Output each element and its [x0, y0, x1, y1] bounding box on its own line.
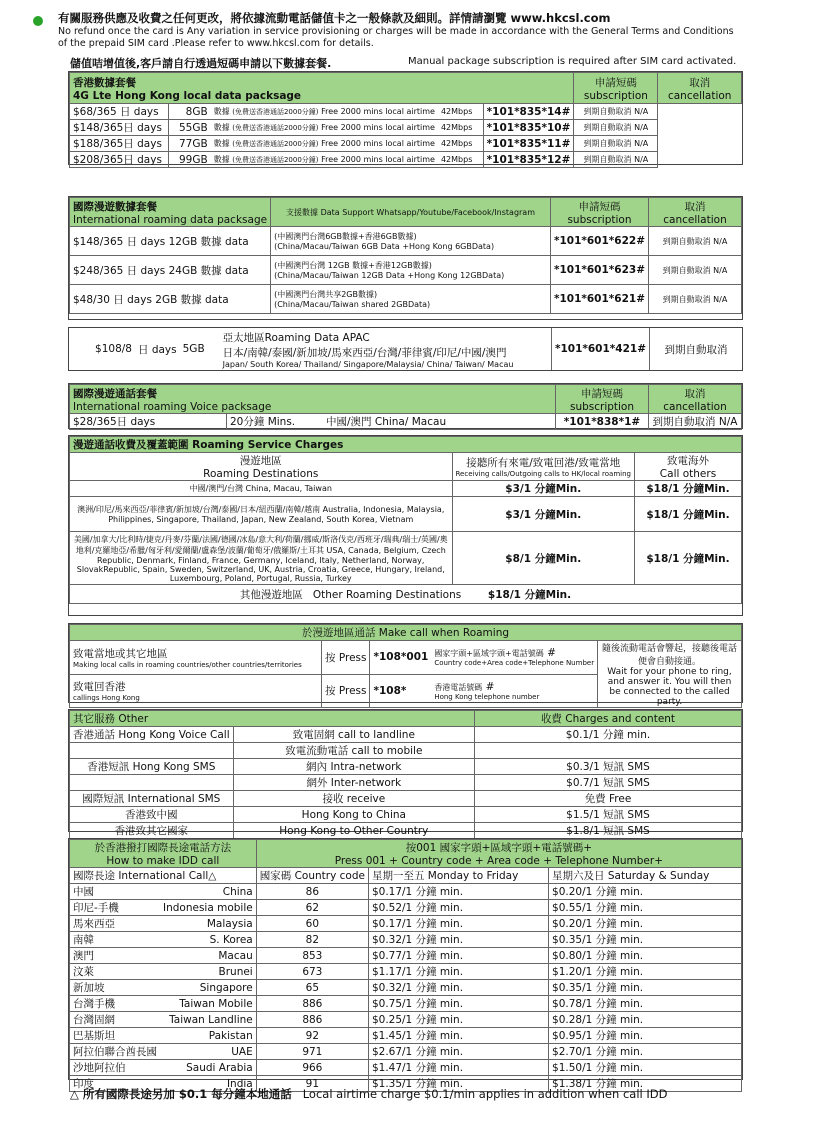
idd-row	[70, 996, 742, 1012]
idd-country-en: China	[160, 884, 256, 900]
other-detail: 接收 receive	[233, 791, 474, 807]
idd-code: 971	[256, 1044, 368, 1060]
notice-zh: 有關服務供應及收費之任何更改，將依據流動電話儲值卡之一般條款及細則。詳情請瀏覽 www.hkcsl.com	[58, 11, 611, 25]
charges-col3: 致電海外 Call others	[635, 453, 742, 481]
idd-country-zh: 南韓	[70, 932, 161, 948]
idd-weekday: $0.52/1 分鐘 min.	[368, 900, 548, 916]
idd-code: 886	[256, 1012, 368, 1028]
idd-country-en: India	[160, 1076, 256, 1092]
idd-country-zh: 印尼-手機	[70, 900, 161, 916]
apac-cancel: 到期自動取消	[650, 328, 743, 370]
charges-other: $18/1 分鐘Min.	[635, 481, 742, 497]
charges-col1: 漫遊地區 Roaming Destinations	[70, 453, 453, 481]
other-row	[70, 759, 742, 775]
other-charge: $1.5/1 短訊 SMS	[475, 807, 742, 823]
idd-country-en: Brunei	[160, 964, 256, 980]
idd-country-zh: 澳門	[70, 948, 161, 964]
charges-recv: $3/1 分鐘Min.	[452, 481, 635, 497]
roam-price: $48/30 日 days 2GB 數據 data	[70, 285, 271, 314]
roam-row	[70, 285, 742, 314]
idd-country-en: Pakistan	[160, 1028, 256, 1044]
makecall-title: 於漫遊地區通話 Make call when Roaming	[70, 625, 742, 641]
roam-data-section	[68, 196, 743, 320]
idd-weekday: $0.17/1 分鐘 min.	[368, 916, 548, 932]
notice-en-2: of the prepaid SIM card .Please refer to www.hkcsl.com for details.	[58, 38, 374, 49]
roam-cancel: 到期自動取消 N/A	[649, 285, 742, 314]
other-service: 香港通話 Hong Kong Voice Call	[70, 727, 234, 743]
idd-code: 966	[256, 1060, 368, 1076]
idd-weekend: $0.80/1 分鐘 min.	[549, 948, 742, 964]
roam-support: 支援數據 Data Support Whatsapp/Youtube/Facebook/Instagram	[271, 198, 551, 227]
local-price: $68/365 日 days	[70, 104, 169, 120]
voice-cancel-header: 取消 cancellation	[649, 385, 742, 414]
roam-title: 國際漫遊數據套餐 International roaming data packsage	[70, 198, 271, 227]
local-cancel-header: 取消 cancellation	[658, 73, 742, 104]
idd-country-zh: 台灣固網	[70, 1012, 161, 1028]
idd-country-en: Taiwan Mobile	[160, 996, 256, 1012]
idd-country-zh: 巴基斯坦	[70, 1028, 161, 1044]
local-desc: 數據 (免費送香港通話2000分鐘) Free 2000 mins local airtime	[211, 152, 438, 168]
idd-weekend: $1.20/1 分鐘 min.	[549, 964, 742, 980]
other-charge: 免費 Free	[475, 791, 742, 807]
local-cancel: 到期自動取消 N/A	[574, 136, 658, 152]
charges-row	[70, 481, 742, 497]
idd-row	[70, 980, 742, 996]
makecall-r1-press: 按 Press	[322, 641, 370, 675]
roam-row	[70, 256, 742, 285]
charges-dest: 中國/澳門/台灣 China, Macau, Taiwan	[70, 481, 453, 497]
idd-code: 86	[256, 884, 368, 900]
apac-code: *101*601*421#	[551, 328, 649, 370]
local-speed: 42Mbps	[438, 152, 483, 168]
local-price: $208/365日 days	[70, 152, 169, 168]
idd-country-zh: 印度	[70, 1076, 161, 1092]
idd-weekday: $2.67/1 分鐘 min.	[368, 1044, 548, 1060]
local-row	[70, 136, 742, 152]
idd-h3: 星期一至五 Monday to Friday	[368, 868, 548, 884]
other-row	[70, 807, 742, 823]
local-data: 77GB	[169, 136, 211, 152]
local-sub-header: 申請短碼 subscription	[574, 73, 658, 104]
idd-press: 按001 國家字頭+區域字頭+電話號碼+ Press 001 + Country code + Area code + Telephone Number+	[256, 840, 741, 868]
local-cancel: 到期自動取消 N/A	[574, 104, 658, 120]
other-detail: 致電流動電話 call to mobile	[233, 743, 474, 759]
idd-country-en: Taiwan Landline	[160, 1012, 256, 1028]
idd-section	[68, 838, 743, 1090]
charges-dest: 澳洲/印尼/馬來西亞/菲律賓/新加坡/台灣/泰國/日本/紐西蘭/南韓/越南 Australia, Indonesia, Malaysia, Philippines, Singapore, Thailand, Japan, New Zealand, South Korea, Vietnam	[70, 497, 453, 532]
idd-weekend: $0.35/1 分鐘 min.	[549, 932, 742, 948]
voice-price: $28/365日 days	[70, 414, 227, 430]
idd-h1: 國際長途 International Call△	[70, 868, 257, 884]
idd-row	[70, 932, 742, 948]
idd-weekday: $0.25/1 分鐘 min.	[368, 1012, 548, 1028]
voice-section	[68, 383, 743, 429]
other-service: 香港致其它國家	[70, 823, 234, 839]
idd-code: 60	[256, 916, 368, 932]
idd-row	[70, 1060, 742, 1076]
other-section	[68, 709, 743, 837]
makecall-r2-press: 按 Press	[322, 674, 370, 708]
charges-row	[70, 532, 742, 585]
other-row	[70, 791, 742, 807]
local-speed: 42Mbps	[438, 104, 483, 120]
roam-cancel: 到期自動取消 N/A	[649, 227, 742, 256]
makecall-r1-code: *108*001	[370, 641, 431, 675]
voice-cancel: 到期自動取消 N/A	[649, 414, 742, 430]
idd-code: 886	[256, 996, 368, 1012]
charges-other: $18/1 分鐘Min.	[635, 532, 742, 585]
idd-code: 62	[256, 900, 368, 916]
idd-weekend: $0.55/1 分鐘 min.	[549, 900, 742, 916]
idd-weekend: $0.95/1 分鐘 min.	[549, 1028, 742, 1044]
idd-row	[70, 1012, 742, 1028]
local-price: $188/365日 days	[70, 136, 169, 152]
makecall-r2-label: 致電回香港 callings Hong Kong	[70, 674, 322, 708]
makecall-note: 隨後流動電話會響起，接聽後電話便會自動接通。 Wait for your phone to ring, and answer it. You will then be connected to the called party.	[598, 641, 742, 708]
idd-title: 於香港撥打國際長途電話方法 How to make IDD call	[70, 840, 257, 868]
idd-country-zh: 阿拉伯聯合酋長國	[70, 1044, 161, 1060]
idd-country-en: S. Korea	[160, 932, 256, 948]
idd-row	[70, 1044, 742, 1060]
voice-mins: 20分鐘 Mins.	[227, 414, 324, 430]
charges-section	[68, 435, 743, 616]
apac-gb: 5GB	[182, 343, 205, 355]
roam-desc: (中國澳門台灣 12GB 數據+香港12GB數據) (China/Macau/Taiwan 12GB Data +Hong Kong 12GBData)	[271, 256, 551, 285]
idd-row	[70, 1028, 742, 1044]
apac-desc: 亞太地區Roaming Data APAC 日本/南韓/泰國/新加坡/馬來西亞/台灣/菲律賓/印尼/中國/澳門 Japan/ South Korea/ Thailand/ Singapore/Malaysia/ China/ Taiwan/ Macau	[222, 331, 514, 369]
local-code: *101*835*14#	[483, 104, 574, 120]
idd-country-en: Indonesia mobile	[160, 900, 256, 916]
local-desc: 數據 (免費送香港通話2000分鐘) Free 2000 mins local airtime	[211, 136, 438, 152]
apac-section	[68, 327, 743, 371]
bullet-icon	[33, 16, 43, 26]
roam-price: $148/365 日 days 12GB 數據 data	[70, 227, 271, 256]
intro-en: Manual package subscription is required after SIM card activated.	[408, 56, 737, 67]
makecall-r1-label: 致電當地或其它地區 Making local calls in roaming countries/other countries/territories	[70, 641, 322, 675]
other-service	[70, 775, 234, 791]
makecall-r2-format: 香港電話號碼 # Hong Kong telephone number	[431, 674, 597, 708]
roam-cancel: 到期自動取消 N/A	[649, 256, 742, 285]
charges-title: 漫遊通話收費及覆蓋範圍 Roaming Service Charges	[70, 437, 742, 453]
local-desc: 數據 (免費送香港通話2000分鐘) Free 2000 mins local airtime	[211, 120, 438, 136]
idd-weekend: $0.28/1 分鐘 min.	[549, 1012, 742, 1028]
charges-recv: $3/1 分鐘Min.	[452, 497, 635, 532]
roam-row	[70, 227, 742, 256]
other-row	[70, 823, 742, 839]
other-charge-title: 收費 Charges and content	[475, 711, 742, 727]
other-row	[70, 727, 742, 743]
idd-weekday: $0.77/1 分鐘 min.	[368, 948, 548, 964]
idd-row	[70, 900, 742, 916]
notice-en-1: No refund once the card is Any variation in service provisioning or charges will be made in accordance with the General Terms and Conditions	[58, 26, 734, 37]
idd-country-zh: 馬來西亞	[70, 916, 161, 932]
idd-weekday: $0.32/1 分鐘 min.	[368, 980, 548, 996]
other-charge: $1.8/1 短訊 SMS	[475, 823, 742, 839]
local-title: 香港數據套餐 4G Lte Hong Kong local data packsage	[70, 73, 574, 104]
idd-weekday: $0.75/1 分鐘 min.	[368, 996, 548, 1012]
idd-h4: 星期六及日 Saturday & Sunday	[549, 868, 742, 884]
other-service	[70, 743, 234, 759]
other-charge	[475, 743, 742, 759]
makecall-r1-format: 國家字頭+區域字頭+電話號碼 # Country code+Area code+Telephone Number	[431, 641, 597, 675]
idd-code: 91	[256, 1076, 368, 1092]
apac-row	[69, 328, 742, 370]
roam-code: *101*601*623#	[550, 256, 648, 285]
local-code: *101*835*12#	[483, 152, 574, 168]
idd-row	[70, 948, 742, 964]
idd-country-en: UAE	[160, 1044, 256, 1060]
local-row	[70, 104, 742, 120]
other-title: 其它服務 Other	[70, 711, 475, 727]
local-data-section	[68, 71, 743, 165]
idd-country-zh: 沙地阿拉伯	[70, 1060, 161, 1076]
idd-weekday: $1.45/1 分鐘 min.	[368, 1028, 548, 1044]
idd-weekday: $1.47/1 分鐘 min.	[368, 1060, 548, 1076]
charges-col2: 接聽所有來電/致電回港/致電當地 Receiving calls/Outgoing calls to HK/local roaming	[452, 453, 635, 481]
local-speed: 42Mbps	[438, 120, 483, 136]
idd-weekend: $1.50/1 分鐘 min.	[549, 1060, 742, 1076]
roam-desc: (中國澳門台灣共享2GB數據) (China/Macau/Taiwan shared 2GBData)	[271, 285, 551, 314]
footer: △ 所有國際長途另加 $0.1 每分鐘本地通話 Local airtime charge $0.1/min applies in addition when call IDD	[70, 1087, 668, 1101]
local-cancel: 到期自動取消 N/A	[574, 120, 658, 136]
idd-weekend: $2.70/1 分鐘 min.	[549, 1044, 742, 1060]
idd-code: 92	[256, 1028, 368, 1044]
local-data: 8GB	[169, 104, 211, 120]
idd-country-zh: 台灣手機	[70, 996, 161, 1012]
idd-weekend: $0.78/1 分鐘 min.	[549, 996, 742, 1012]
other-row	[70, 775, 742, 791]
other-detail: Hong Kong to Other Country	[233, 823, 474, 839]
makecall-section	[68, 623, 743, 707]
roam-desc: (中國澳門台灣6GB數據+香港6GB數據) (China/Macau/Taiwan 6GB Data +Hong Kong 6GBData)	[271, 227, 551, 256]
charges-row	[70, 497, 742, 532]
idd-row	[70, 884, 742, 900]
local-row	[70, 120, 742, 136]
local-desc: 數據 (免費送香港通話2000分鐘) Free 2000 mins local airtime	[211, 104, 438, 120]
idd-weekend: $0.20/1 分鐘 min.	[549, 916, 742, 932]
apac-price: $108/8	[95, 343, 132, 355]
local-data: 55GB	[169, 120, 211, 136]
idd-code: 65	[256, 980, 368, 996]
idd-weekend: $0.20/1 分鐘 min.	[549, 884, 742, 900]
idd-country-zh: 汶萊	[70, 964, 161, 980]
makecall-r2-code: *108*	[370, 674, 431, 708]
idd-country-zh: 中國	[70, 884, 161, 900]
roam-code: *101*601*622#	[550, 227, 648, 256]
charges-recv: $8/1 分鐘Min.	[452, 532, 635, 585]
voice-region: 中國/澳門 China/ Macau	[323, 414, 556, 430]
roam-price: $248/365 日 days 24GB 數據 data	[70, 256, 271, 285]
charges-other-row: 其他漫遊地區 Other Roaming Destinations $18/1 分鐘Min.	[70, 585, 742, 604]
idd-code: 82	[256, 932, 368, 948]
other-detail: 網內 Intra-network	[233, 759, 474, 775]
other-charge: $0.7/1 短訊 SMS	[475, 775, 742, 791]
idd-row	[70, 964, 742, 980]
idd-weekday: $0.17/1 分鐘 min.	[368, 884, 548, 900]
idd-country-en: Malaysia	[160, 916, 256, 932]
roam-code: *101*601*621#	[550, 285, 648, 314]
roam-cancel-header: 取消 cancellation	[649, 198, 742, 227]
other-service: 國際短訊 International SMS	[70, 791, 234, 807]
idd-country-zh: 新加坡	[70, 980, 161, 996]
idd-country-en: Macau	[160, 948, 256, 964]
charges-other: $18/1 分鐘Min.	[635, 497, 742, 532]
other-detail: Hong Kong to China	[233, 807, 474, 823]
idd-country-en: Singapore	[160, 980, 256, 996]
apac-unit: 日 days	[138, 343, 177, 356]
other-charge: $0.3/1 短訊 SMS	[475, 759, 742, 775]
idd-code: 853	[256, 948, 368, 964]
idd-weekday: $1.35/1 分鐘 min.	[368, 1076, 548, 1092]
idd-weekday: $0.32/1 分鐘 min.	[368, 932, 548, 948]
local-row	[70, 152, 742, 168]
local-code: *101*835*11#	[483, 136, 574, 152]
local-speed: 42Mbps	[438, 136, 483, 152]
local-price: $148/365日 days	[70, 120, 169, 136]
roam-sub-header: 申請短碼 subscription	[550, 198, 648, 227]
other-service: 香港致中國	[70, 807, 234, 823]
other-detail: 網外 Inter-network	[233, 775, 474, 791]
other-service: 香港短訊 Hong Kong SMS	[70, 759, 234, 775]
charges-dest: 美國/加拿大/比利時/捷克/丹麥/芬蘭/法國/德國/冰島/意大利/荷蘭/挪威/斯洛伐克/西班牙/瑞典/瑞士/英國/奧地利/克羅地亞/希臘/匈牙利/愛爾蘭/盧森堡/波蘭/葡萄牙/俄羅斯/土耳其 USA, Canada, Belgium, Czech Republic, Denmark, Finland, France, Germany, Iceland, Italy, Netherland, Norway, SlovakRepublic, Spain, Sweden, Switzerland, UK, Austria, Croatia, Greece, Hungary, Ireland, Luxembourg, Poland, Portugal, Russia, Turkey	[70, 532, 453, 585]
local-cancel: 到期自動取消 N/A	[574, 152, 658, 168]
idd-code: 673	[256, 964, 368, 980]
other-charge: $0.1/1 分鐘 min.	[475, 727, 742, 743]
idd-weekday: $1.17/1 分鐘 min.	[368, 964, 548, 980]
idd-weekend: $0.35/1 分鐘 min.	[549, 980, 742, 996]
other-row	[70, 743, 742, 759]
voice-title: 國際漫遊通話套餐 International roaming Voice packsage	[70, 385, 556, 414]
local-code: *101*835*10#	[483, 120, 574, 136]
idd-country-en: Saudi Arabia	[160, 1060, 256, 1076]
idd-row	[70, 916, 742, 932]
intro-zh: 儲值咭增值後,客戶請自行透過短碼申請以下數據套餐.	[70, 57, 332, 70]
idd-weekend: $1.38/1 分鐘 min.	[549, 1076, 742, 1092]
local-data: 99GB	[169, 152, 211, 168]
idd-h2: 國家碼 Country code	[256, 868, 368, 884]
voice-code: *101*838*1#	[556, 414, 649, 430]
other-detail: 致電固網 call to landline	[233, 727, 474, 743]
voice-sub-header: 申請短碼 subscription	[556, 385, 649, 414]
